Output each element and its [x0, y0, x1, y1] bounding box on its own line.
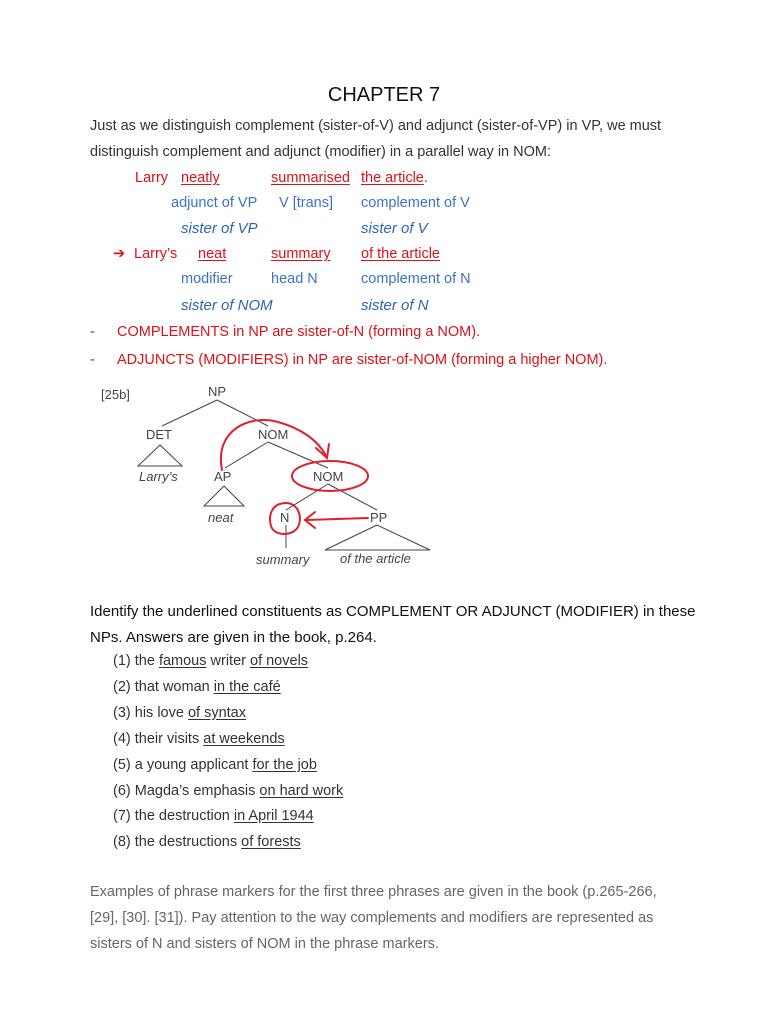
tree-neat: neat	[208, 510, 234, 525]
underlined-constituent: in April 1944	[233, 808, 314, 825]
tree-det: DET	[146, 427, 172, 442]
np-head: summary	[271, 246, 331, 262]
exercise-text: his love	[134, 704, 188, 721]
exercise-text: Magda’s emphasis	[134, 782, 260, 799]
exercise-text: their visits	[134, 730, 204, 747]
tree-summary: summary	[256, 552, 310, 567]
tree-nom-low: NOM	[313, 469, 344, 484]
tree-ap: AP	[214, 469, 232, 484]
underlined-constituent: famous	[158, 653, 207, 669]
vp-role-1: adjunct of VP	[171, 195, 258, 211]
underlined-constituent: in the café	[213, 678, 281, 695]
annotation-arrow-pp	[306, 518, 368, 520]
vp-sister-1: sister of VP	[181, 220, 258, 237]
exercise-text: the	[134, 653, 159, 669]
exercise-item	[113, 731, 285, 747]
np-sister-1: sister of NOM	[181, 297, 273, 314]
rule-2-dash: -	[90, 352, 95, 368]
page-title: CHAPTER 7	[327, 84, 441, 106]
underlined-constituent: at weekends	[203, 730, 285, 747]
exercise-item	[113, 757, 317, 773]
underlined-constituent: of novels	[250, 653, 309, 669]
np-role-1: modifier	[181, 271, 233, 287]
footer-line-3: sisters of N and sisters of NOM in the phrase markers.	[90, 936, 439, 952]
underlined-constituent: on hard work	[259, 782, 344, 799]
question-line-2: NPs. Answers are given in the book, p.264.	[90, 629, 377, 646]
vp-complement: the article	[361, 170, 424, 186]
underlined-constituent: for the job	[252, 756, 317, 773]
tree-of-the-article: of the article	[340, 551, 411, 566]
tree-nom-top: NOM	[258, 427, 289, 442]
intro-line-1: Just as we distinguish complement (sister-of-V) and adjunct (sister-of-VP) in VP, we must	[90, 118, 662, 134]
vp-sister-2: sister of V	[361, 220, 428, 237]
footer-line-2: [29], [30]. [31]). Pay attention to the way complements and modifiers are represented as	[90, 910, 654, 926]
exercise-number: (1)	[113, 653, 135, 669]
np-subject: Larry’s	[134, 246, 178, 262]
exercise-item	[113, 808, 314, 824]
tree-pp: PP	[370, 510, 388, 525]
vp-subject: Larry	[135, 170, 169, 186]
rule-2: ADJUNCTS (MODIFIERS) in NP are sister-of-NOM (forming a higher NOM).	[117, 352, 608, 368]
underlined-constituent: of syntax	[187, 704, 246, 721]
exercise-text: a young applicant	[134, 756, 253, 773]
exercise-text: the destructions	[134, 834, 242, 851]
np-role-2: head N	[271, 271, 318, 287]
exercise-number: (8)	[113, 834, 135, 851]
vp-role-3: complement of V	[361, 195, 470, 211]
tree-np: NP	[208, 384, 227, 399]
vp-period: .	[423, 170, 428, 186]
tree-larrys: Larry’s	[139, 469, 178, 484]
tree-label: [25b]	[101, 387, 130, 402]
arrow-icon: ➔	[113, 246, 126, 262]
np-sister-2: sister of N	[361, 297, 429, 314]
vp-verb: summarised	[271, 170, 350, 186]
exercise-number: (2)	[113, 678, 135, 695]
rule-1-dash: -	[90, 324, 95, 340]
np-role-3: complement of N	[361, 271, 471, 287]
exercise-number: (3)	[113, 704, 135, 721]
underlined-constituent: of forests	[241, 834, 301, 851]
exercise-number: (4)	[113, 730, 135, 747]
np-modifier: neat	[198, 246, 227, 262]
exercise-number: (7)	[113, 808, 135, 825]
rule-1: COMPLEMENTS in NP are sister-of-N (forming a NOM).	[117, 324, 481, 340]
tree-n: N	[280, 510, 290, 525]
exercise-item	[113, 834, 301, 850]
exercise-item	[113, 653, 308, 669]
exercise-text: the destruction	[134, 808, 234, 825]
footer-line-1: Examples of phrase markers for the first three phrases are given in the book (p.265-266,	[90, 884, 657, 900]
vp-role-2: V [trans]	[279, 195, 333, 211]
intro-line-2: distinguish complement and adjunct (modifier) in a parallel way in NOM:	[90, 144, 551, 160]
exercise-item	[113, 705, 246, 721]
question-line-1: Identify the underlined constituents as COMPLEMENT OR ADJUNCT (MODIFIER) in these	[90, 603, 696, 620]
exercise-number: (6)	[113, 782, 135, 799]
exercise-item	[113, 783, 343, 799]
exercise-text: writer	[206, 653, 250, 669]
exercise-text: that woman	[134, 678, 214, 695]
np-complement: of the article	[361, 246, 440, 262]
exercise-number: (5)	[113, 756, 135, 773]
vp-adjunct: neatly	[181, 170, 220, 186]
exercise-item	[113, 679, 281, 695]
